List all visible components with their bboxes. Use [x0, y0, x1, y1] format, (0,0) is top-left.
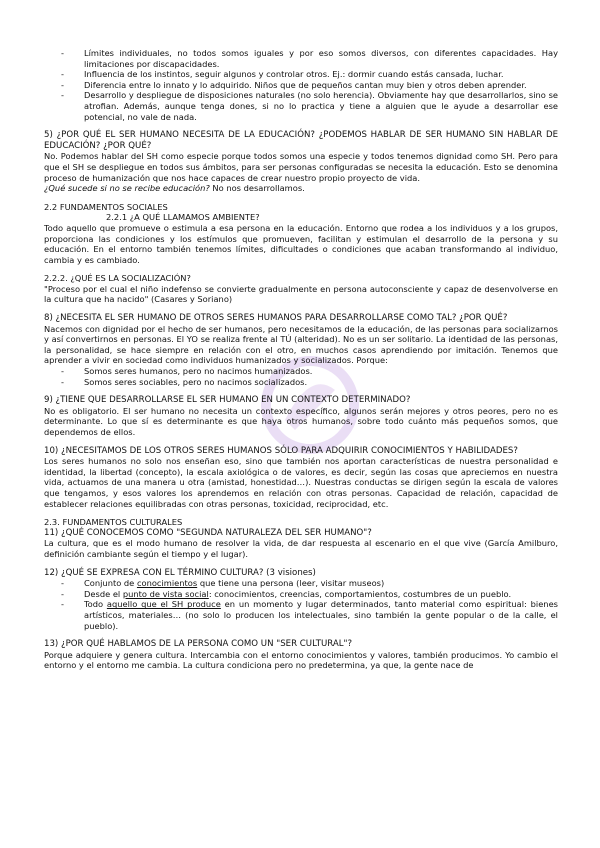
question-11-body: La cultura, que es el modo humano de resolver la vida, de dar respuesta al escenario en el que vive (García Amilburo, definición cambiante según el tiempo y el lugar). [44, 538, 558, 559]
italic-question: ¿Qué sucede si no se recibe educación? [44, 183, 210, 194]
question-8-title: 8) ¿NECESITA EL SER HUMANO DE OTROS SERES HUMANOS PARA DESARROLLARSE COMO TAL? ¿POR QUÉ? [44, 313, 508, 324]
question-13-title: 13) ¿POR QUÉ HABLAMOS DE LA PERSONA COMO UN "SER CULTURAL"? [44, 639, 353, 650]
list-item: - Conjunto de conocimientos que tiene una persona (leer, visitar museos) [44, 578, 558, 589]
question-5-body: No. Podemos hablar del SH como especie porque todos somos una especie y todos tenemos dignidad como SH. Pero para que el SH se despliegue en todos sus ámbitos, para ser personas configuradas se necesita la educación. Esto se denomina proceso de humanización que nos hace capaces de crear nuestro propio proyecto de vida. [44, 151, 558, 183]
list-item: - Límites individuales, no todos somos iguales y por eso somos diversos, con diferentes capacidades. Hay limitaciones por discapacidades. [44, 48, 558, 69]
list-item: - Somos seres sociables, pero no nacimos socializados. [44, 377, 558, 388]
section-2-2-1-body: Todo aquello que promueve o estimula a esa persona en la educación. Entorno que rodea a los individuos y a los grupos, proporciona las condiciones y los estímulos que promueven, facilitan y estimulan el desarrollo de la persona y su educación. En el entorno también tenemos límites, dificultades o condiciones que acaban transformando al individuo, cambia y es cambiado. [44, 222, 558, 265]
section-2-3-title: 2.3. FUNDAMENTOS CULTURALES [44, 517, 183, 528]
section-2-2-title: 2.2 FUNDAMENTOS SOCIALES [44, 201, 168, 212]
question-11-title: 11) ¿QUÉ CONOCEMOS COMO "SEGUNDA NATURALEZA DEL SER HUMANO"? [44, 527, 372, 538]
section-2-2-2-body: "Proceso por el cual el niño indefenso se convierte gradualmente en persona autoconsciente y capaz de desenvolverse en la cultura que ha nacido" (Casares y Soriano) [44, 283, 558, 305]
question-9-body: No es obligatorio. El ser humano no necesita un contexto específico, algunos serán mejores y otros peores, pero no es determinante. Lo que sí es determinante es que haya otros humanos, sobre todo cuánto más pequeños somos, que dependemos de ellos. [44, 405, 558, 437]
question-10-title: 10) ¿NECESITAMOS DE LOS OTROS SERES HUMANOS SÓLO PARA ADQUIRIR CONOCIMIENTOS Y HABILIDADES? [44, 445, 518, 456]
question-8-body: Nacemos con dignidad por el hecho de ser humanos, pero necesitamos de la educación, de las personas para socializarnos y así convertirnos en personas. El YO se realiza frente al TÚ (alteridad). No es un ser solitario. La identidad de las personas, la personalidad, se hace siempre en relación con el otro, en muchos casos aprendiendo por imitación. Tenemos que aprender a vivir en sociedad como individuos humanizados y socializados. Porque: [44, 323, 558, 366]
section-2-2-1-title: 2.2.1 ¿A QUÉ LLAMAMOS AMBIENTE? [106, 212, 260, 223]
question-5-followup [44, 183, 558, 194]
list-item: - Influencia de los instintos, seguir algunos y controlar otros. Ej.: dormir cuando estás cansada, luchar. [44, 69, 558, 80]
list-item: - Desarrollo y despliegue de disposiciones naturales (no solo herencia). Obviamente hay que desarrollarlos, sino se atrofian. Además, aunque tenga dones, si no lo practica y tiene a alguien que le ayude a desarrollar ese potencial, no vale de nada. [44, 90, 558, 122]
question-10-body: Los seres humanos no solo nos enseñan eso, sino que también nos aportan características de nuestra personalidad e identidad, la libertad (concepto), la escala axiológica o de valores, es decir, según las cosas que apreciemos en nuestra vida, actuamos de una manera u otra (amistad, honestidad…). Nuestras conductas se dirigen según la escala de valores que tengamos, y esos valores los aprendemos en relación con otras personas. Capacidad de relación, capacidad de establecer relaciones equilibradas con otras personas, toxicidad, reciprocidad, etc. [44, 456, 558, 509]
list-item: - Diferencia entre lo innato y lo adquirido. Niños que de pequeños cantan muy bien y otros deben aprender. [44, 80, 558, 91]
question-12-title: 12) ¿QUÉ SE EXPRESA CON EL TÉRMINO CULTURA? (3 visiones) [44, 567, 316, 578]
list-item: - Somos seres humanos, pero no nacimos humanizados. [44, 366, 558, 377]
question-13-body: Porque adquiere y genera cultura. Intercambia con el entorno conocimientos y valores, también producimos. Yo cambio el entorno y el entorno me cambia. La cultura condiciona pero no predetermina, ya que, la gente nace de [44, 649, 558, 671]
list-item: - Desde el punto de vista social: conocimientos, creencias, comportamientos, costumbres de un pueblo. [44, 589, 558, 600]
question-5-title: 5) ¿POR QUÉ EL SER HUMANO NECESITA DE LA EDUCACIÓN? ¿PODEMOS HABLAR DE SER HUMANO SIN HABLAR DE EDUCACIÓN? ¿POR QUÉ? [44, 130, 558, 151]
question-9-title: 9) ¿TIENE QUE DESARROLLARSE EL SER HUMANO EN UN CONTEXTO DETERMINADO? [44, 395, 411, 406]
document-body [44, 48, 558, 671]
italic-answer: No nos desarrollamos. [209, 183, 305, 194]
list-item: - Todo aquello que el SH produce en un momento y lugar determinados, tanto material como espiritual: bienes artísticos, materiales… (no solo lo producen los intelectuales, sino también la gente popular o de la calle, el pueblo). [44, 599, 558, 631]
section-2-2-2-title: 2.2.2. ¿QUÉ ES LA SOCIALIZACIÓN? [44, 273, 191, 284]
